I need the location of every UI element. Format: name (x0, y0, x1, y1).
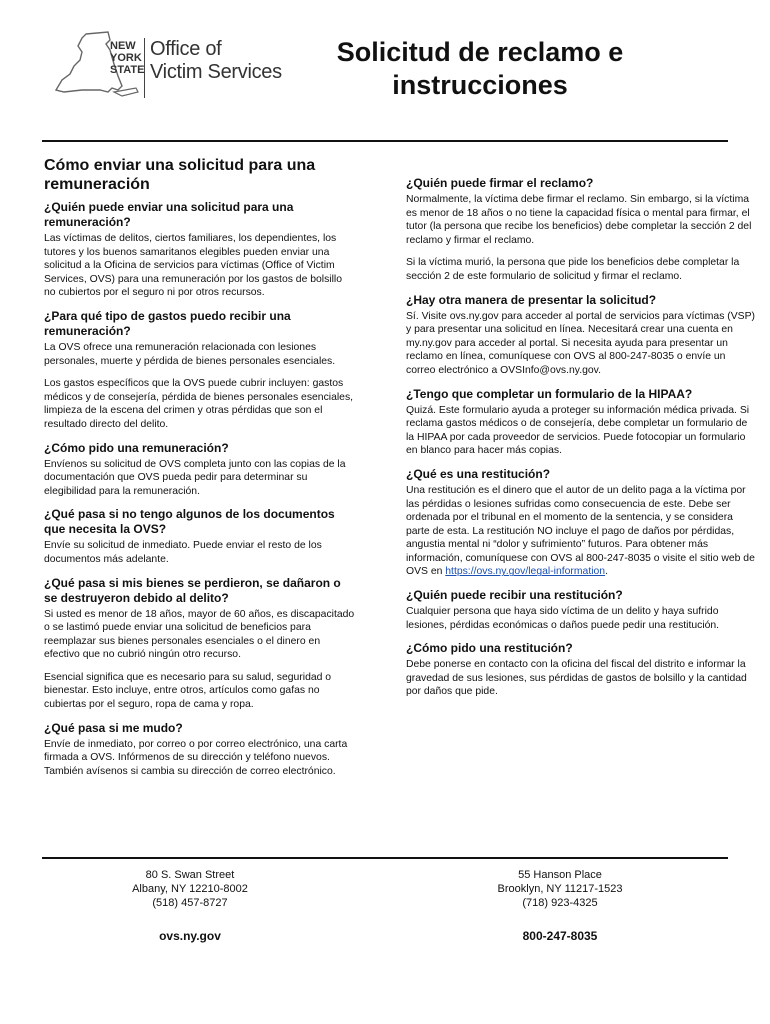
faq-section (406, 176, 756, 284)
faq-question: ¿Qué pasa si no tengo algunos de los documentos que necesita la OVS? (44, 507, 335, 537)
state-line: STATE (110, 64, 145, 76)
faq-section (44, 507, 356, 566)
faq-question: ¿Cómo pido una restitución? (406, 641, 573, 656)
faq-section (406, 293, 756, 378)
faq-question: ¿Qué pasa si mis bienes se perdieron, se dañaron o se destruyeron debido al delito? (44, 575, 341, 605)
answer-text: Los gastos específicos que la OVS puede cubrir incluyen: gastos médicos y de consejería, pérdida de bienes personales esenciales, limpieza de la escena del crimen y otras pérdidas que son el resultado directo del delito. (44, 378, 354, 430)
faq-answer (44, 539, 356, 566)
faq-section (406, 387, 756, 458)
faq-question: ¿Qué es una restitución? (406, 466, 551, 481)
header (0, 0, 770, 140)
faq-section (406, 588, 756, 632)
answer-text: Una restitución es el dinero que el autor de un delito paga a la víctima por las pérdidas o lesiones sufridas como consecuencia de este. Debe ser ordenada por el tribunal en el momento de la sentencia, y se considera parte de esta. La restitución NO incluye el pago de daños por pérdidas, angustia mental ni “dolor y sufrimiento” futuros. Para obtener más información, comuníquese con OVS al 800-247-8035 o visite el sitio web de OVS en (406, 484, 755, 578)
hotline-number: 800-247-8035 (522, 929, 598, 943)
faq-section (44, 576, 356, 712)
answer-text: Envíe de inmediato, por correo o por correo electrónico, una carta firmada a OVS. Infórmenos de su dirección y teléfono nuevos. También avísenos si cambia su dirección de correo electrónico. (44, 738, 348, 777)
address-line: 80 S. Swan Street (145, 869, 235, 881)
address-line: 55 Hanson Place (518, 869, 602, 881)
faq-answer (406, 310, 756, 378)
faq-question: ¿Tengo que completar un formulario de la HIPAA? (406, 386, 693, 401)
faq-answer: Una restitución es el dinero que el autor de un delito paga a la víctima por las pérdidas o lesiones sufridas como consecuencia de este. Debe ser ordenada por el tribunal en el momento de la sentencia, y se considera parte de esta. La restitución NO incluye el pago de daños por pérdidas, angustia mental ni “dolor y sufrimiento” futuros. Para obtener más información, comuníquese con OVS al 800-247-8035 o visite el sitio web de OVS en https://ovs.ny.gov/legal-information. (406, 484, 755, 578)
faq-answer (44, 377, 356, 431)
right-column (406, 176, 756, 708)
answer-text: La OVS ofrece una remuneración relacionada con lesiones personales, muerte y pérdida de bienes personales esenciales. (44, 341, 336, 367)
faq-section (44, 200, 356, 300)
website-link[interactable]: ovs.ny.gov (159, 929, 221, 943)
answer-text: Quizá. Este formulario ayuda a proteger su información médica privada. Si reclama gastos médicos o de consejería, debe completar un formulario de la HIPAA por cada proveedor de servicios. Puede fotocopiar un formulario en blanco para hacer más copias. (406, 404, 750, 457)
phone-number: (718) 923-4325 (522, 897, 598, 909)
faq-question: ¿Hay otra manera de presentar la solicitud? (406, 292, 657, 307)
faq-question: ¿Quién puede recibir una restitución? (406, 588, 623, 603)
top-divider (42, 140, 728, 142)
main-heading: Cómo enviar una solicitud para una remuneración (44, 157, 316, 193)
faq-answer (406, 193, 756, 247)
answer-text: Envíenos su solicitud de OVS completa junto con las copias de la documentación que OVS pueda pedir para determinar su elegibilidad para la remuneración. (44, 458, 346, 497)
address-albany (90, 868, 290, 910)
answer-text: Cualquier persona que haya sido víctima de un delito y haya sufrido lesiones, pérdidas económicas o daños puede pedir una restitución. (406, 606, 720, 631)
answer-text: Sí. Visite ovs.ny.gov para acceder al portal de servicios para víctimas (VSP) y para presentar una solicitud en línea. Necesitará crear una cuenta en my.ny.gov para acceder al portal. Si necesita ayuda para presentar un reclamo en línea, comuníquese con OVS al 800-247-8035 o envíe un correo electrónico a OVSInfo@ovs.ny.gov. (406, 310, 756, 376)
faq-answer (44, 341, 356, 368)
faq-answer (44, 232, 356, 300)
phone-number: (518) 457-8727 (152, 897, 228, 909)
bottom-divider (42, 857, 728, 859)
address-brooklyn (460, 868, 660, 910)
address-line: Brooklyn, NY 11217-1523 (497, 883, 623, 895)
faq-question: ¿Quién puede firmar el reclamo? (406, 176, 594, 190)
faq-answer (44, 458, 356, 499)
faq-question: ¿Cómo pido una remuneración? (44, 440, 229, 455)
org-wordmark (150, 38, 282, 84)
answer-text: Normalmente, la víctima debe firmar el reclamo. Sin embargo, si la víctima es menor de 18 años o no tiene la capacidad física o mental para firmar, el tutor (la persona que recibe los beneficios) debe completar la sección 2 del reclamo y firmar el reclamo. (406, 194, 752, 246)
right-sections (406, 176, 756, 699)
state-line: YORK (110, 52, 142, 64)
faq-question: ¿Quién puede enviar una solicitud para una remuneración? (44, 200, 294, 229)
title-line: instrucciones (392, 70, 568, 100)
answer-text: Envíe su solicitud de inmediato. Puede enviar el resto de los documentos más adelante. (44, 540, 322, 565)
left-column (44, 152, 356, 787)
faq-answer (406, 658, 756, 699)
logo-divider (144, 38, 145, 98)
state-line: NEW (110, 40, 136, 52)
faq-question: ¿Qué pasa si me mudo? (44, 720, 183, 735)
faq-section (406, 467, 756, 579)
answer-text: Esencial significa que es necesario para su salud, seguridad o bienestar. Esto incluye, entre otros, artículos como gafas no cubiertas por el seguro, ropa de cama y ropa. (44, 671, 332, 711)
faq-answer (406, 256, 756, 283)
faq-section (44, 441, 356, 499)
page-title (300, 36, 660, 102)
answer-text: Si la víctima murió, la persona que pide los beneficios debe completar la sección 2 de este formulario de solicitud y firmar el reclamo. (406, 257, 740, 282)
answer-text: Debe ponerse en contacto con la oficina del fiscal del distrito e informar la gravedad de sus lesiones, sus pérdidas de gastos de bolsillo y la cantidad por daños que pide. (406, 659, 747, 698)
answer-text: Si usted es menor de 18 años, mayor de 60 años, es discapacitado o se lastimó puede enviar una solicitud de beneficios para reemplazar sus bienes personales esenciales o el dinero en efectivo que no cubrió ningún otro recurso. (44, 608, 355, 661)
faq-answer (44, 671, 356, 712)
org-line: Victim Services (150, 61, 282, 83)
faq-section (44, 309, 356, 432)
legal-information-link[interactable]: https://ovs.ny.gov/legal-information (445, 566, 606, 578)
faq-answer (44, 608, 356, 662)
title-line: Solicitud de reclamo e (336, 37, 624, 67)
faq-question: ¿Para qué tipo de gastos puedo recibir una remuneración? (44, 308, 291, 338)
state-wordmark (110, 40, 144, 76)
faq-answer (44, 738, 356, 779)
faq-answer (406, 605, 756, 632)
faq-section (44, 721, 356, 779)
faq-answer (406, 404, 756, 458)
faq-section (406, 641, 756, 699)
answer-text: Las víctimas de delitos, ciertos familiares, los dependientes, los tutores y los buenos samaritanos elegibles pueden enviar una solicitud a la Oficina de servicios para víctimas (Office of Victim Services, OVS) para una remuneración por los gastos de bolsillo no cubiertos por el seguro ni por otros recursos. (44, 233, 343, 299)
nys-ovs-logo (52, 30, 282, 108)
address-line: Albany, NY 12210-8002 (132, 883, 248, 895)
left-sections (44, 200, 356, 778)
org-line: Office of (150, 38, 222, 60)
